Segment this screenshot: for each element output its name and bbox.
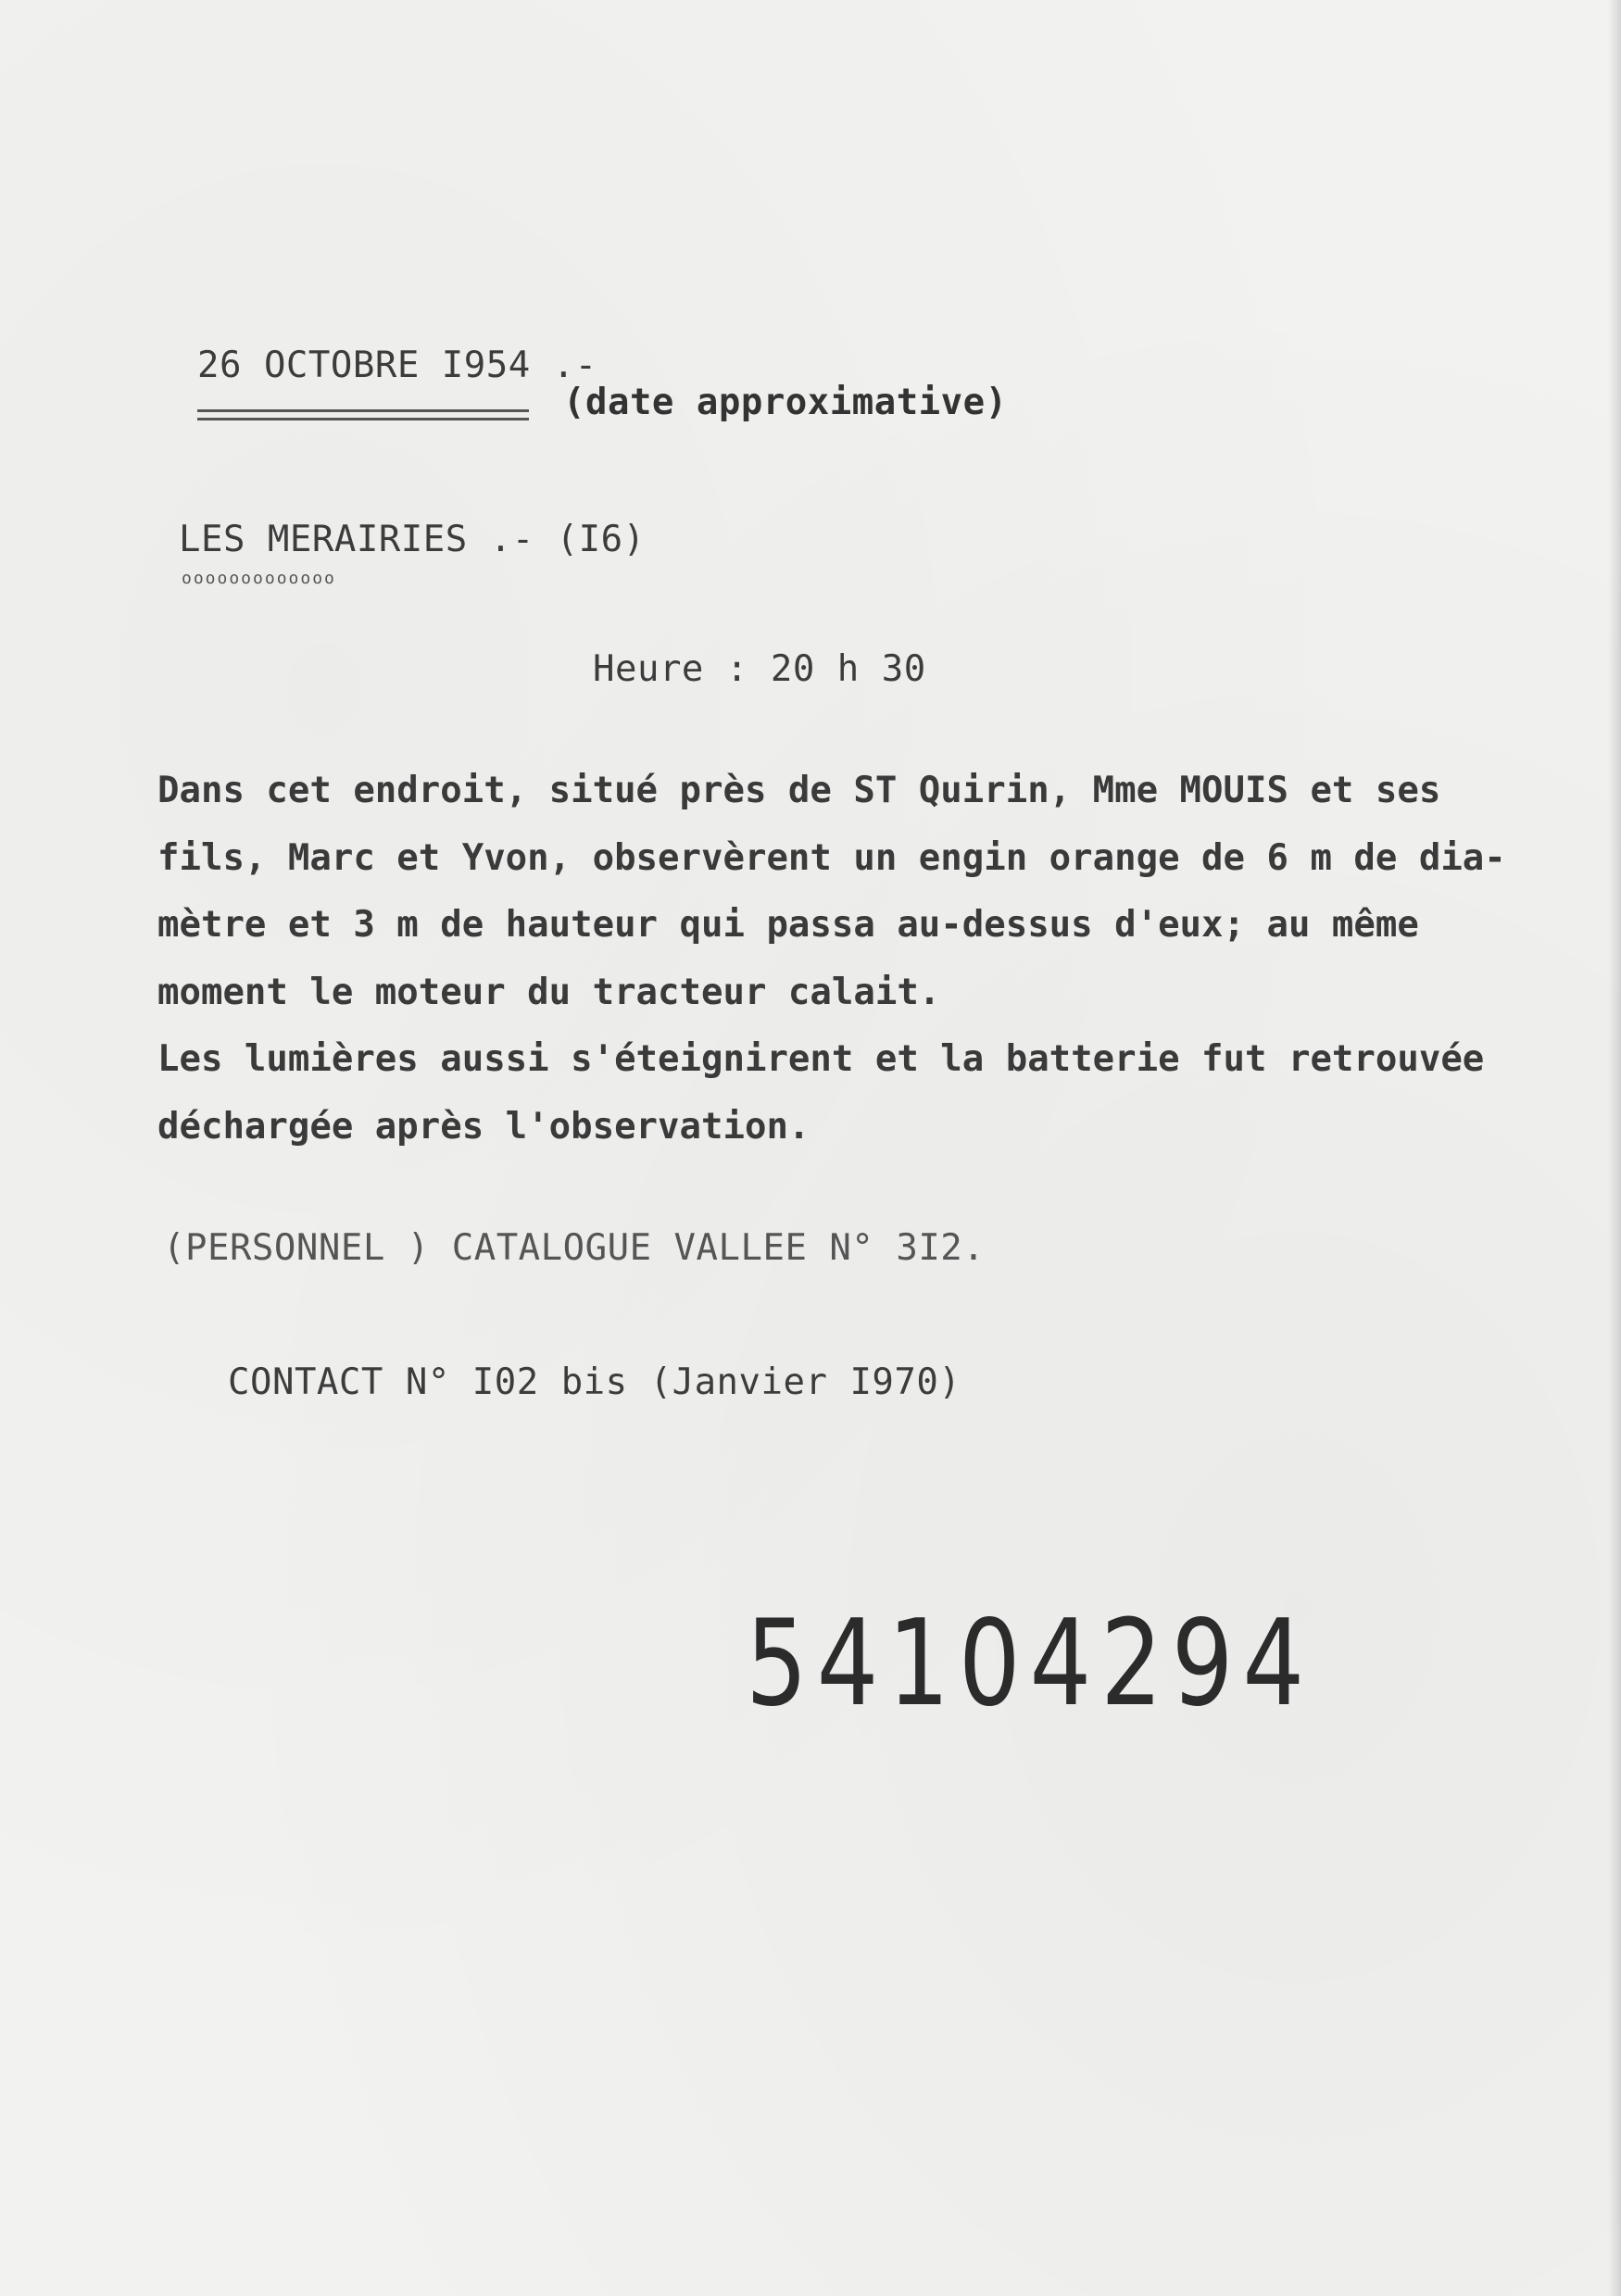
report-body	[157, 758, 1547, 1161]
contact-reference: CONTACT N° I02 bis (Janvier I970)	[228, 1361, 961, 1403]
body-line: Les lumières aussi s'éteignirent et la batterie fut retrouvée	[157, 1038, 1485, 1080]
page-edge-shadow	[1608, 0, 1621, 2296]
body-line: mètre et 3 m de hauteur qui passa au-dessus d'eux; au même	[157, 904, 1419, 946]
date-double-underline	[197, 409, 529, 420]
place-underline: ooooooooooooo	[182, 569, 336, 588]
body-line: fils, Marc et Yvon, observèrent un engin orange de 6 m de dia-	[157, 836, 1506, 879]
stamp-number: 54104294	[746, 1595, 1313, 1733]
body-line: déchargée après l'observation.	[157, 1105, 810, 1148]
catalogue-reference: (PERSONNEL ) CATALOGUE VALLEE N° 3I2.	[163, 1227, 986, 1269]
report-date: 26 OCTOBRE I954 .-	[197, 345, 597, 386]
time-line: Heure : 20 h 30	[593, 648, 926, 690]
place-heading: LES MERAIRIES .- (I6)	[179, 519, 646, 560]
date-note: (date approximative)	[563, 382, 1008, 423]
body-line: moment le moteur du tracteur calait.	[157, 971, 941, 1013]
body-line: Dans cet endroit, situé près de ST Quirin, Mme MOUIS et ses	[157, 770, 1441, 811]
